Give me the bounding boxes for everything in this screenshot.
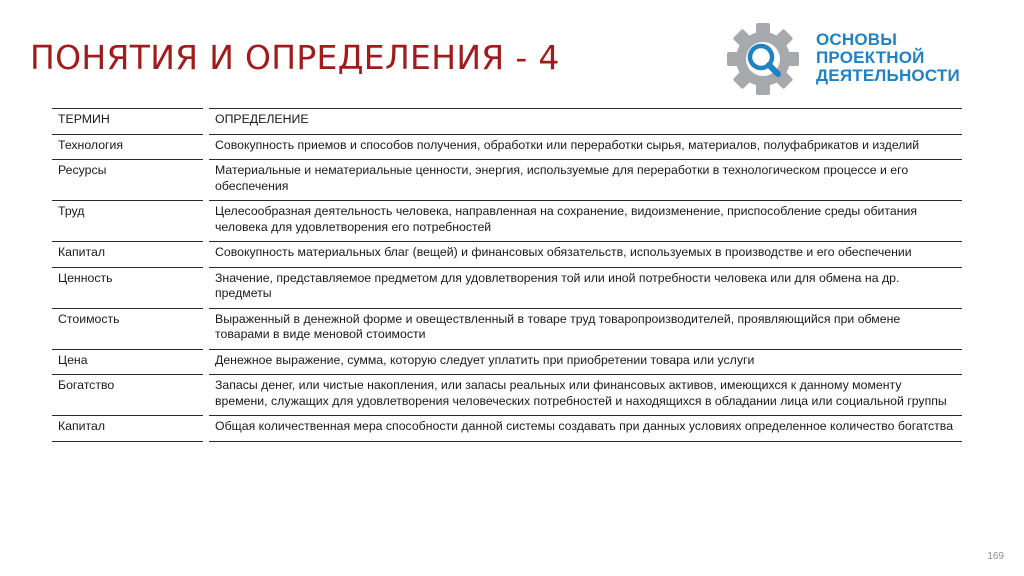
table-row [52,415,962,442]
definition-cell: Значение, представляемое предметом для удовлетворения той или иной потребности человека или для обмена на др. предметы [209,267,962,308]
definition-cell: Целесообразная деятельность человека, направленная на сохранение, видоизменение, приспособление среды обитания человека для удовлетворения его потребностей [209,200,962,241]
term-cell: Технология [52,134,203,160]
term-cell: Труд [52,200,203,241]
gear-magnifier-icon [726,22,800,96]
table-row [52,241,962,267]
page-number: 169 [987,551,1004,562]
header-term: ТЕРМИН [52,108,203,134]
term-cell: Богатство [52,374,203,415]
term-cell: Капитал [52,241,203,267]
logo-line-1: ОСНОВЫ [816,30,898,49]
header-definition: ОПРЕДЕЛЕНИЕ [209,108,962,134]
slide-title: ПОНЯТИЯ И ОПРЕДЕЛЕНИЯ - 4 [30,38,560,77]
logo-line-2: ПРОЕКТНОЙ [816,48,925,67]
term-cell: Ценность [52,267,203,308]
term-cell: Стоимость [52,308,203,349]
definition-cell: Выраженный в денежной форме и овеществленный в товаре труд товаропроизводителей, проявляющийся при обмене товарами в виде меновой стоимости [209,308,962,349]
table-row [52,374,962,415]
logo-text [816,31,960,85]
definition-cell: Денежное выражение, сумма, которую следует уплатить при приобретении товара или услуги [209,349,962,375]
definition-cell: Совокупность материальных благ (вещей) и финансовых обязательств, используемых в производстве и его обеспечении [209,241,962,267]
table-row [52,200,962,241]
logo [726,22,966,102]
logo-line-3: ДЕЯТЕЛЬНОСТИ [816,66,960,85]
table-row [52,308,962,349]
term-cell: Капитал [52,415,203,442]
definition-cell: Общая количественная мера способности данной системы создавать при данных условиях определенное количество богатства [209,415,962,442]
table-header-row [52,108,962,134]
term-cell: Ресурсы [52,159,203,200]
definition-cell: Запасы денег, или чистые накопления, или запасы реальных или финансовых активов, имеющихся к данному моменту времени, служащих для удовлетворения человеческих потребностей и находящихся в обладании лица или социальной группы [209,374,962,415]
table-row [52,159,962,200]
table-row [52,267,962,308]
definition-cell: Совокупность приемов и способов получения, обработки или переработки сырья, материалов, полуфабрикатов и изделий [209,134,962,160]
table-row [52,134,962,160]
table-row [52,349,962,375]
term-cell: Цена [52,349,203,375]
definition-cell: Материальные и нематериальные ценности, энергия, используемые для переработки в технологическом процессе и его обеспечения [209,159,962,200]
definitions-table [52,108,962,442]
